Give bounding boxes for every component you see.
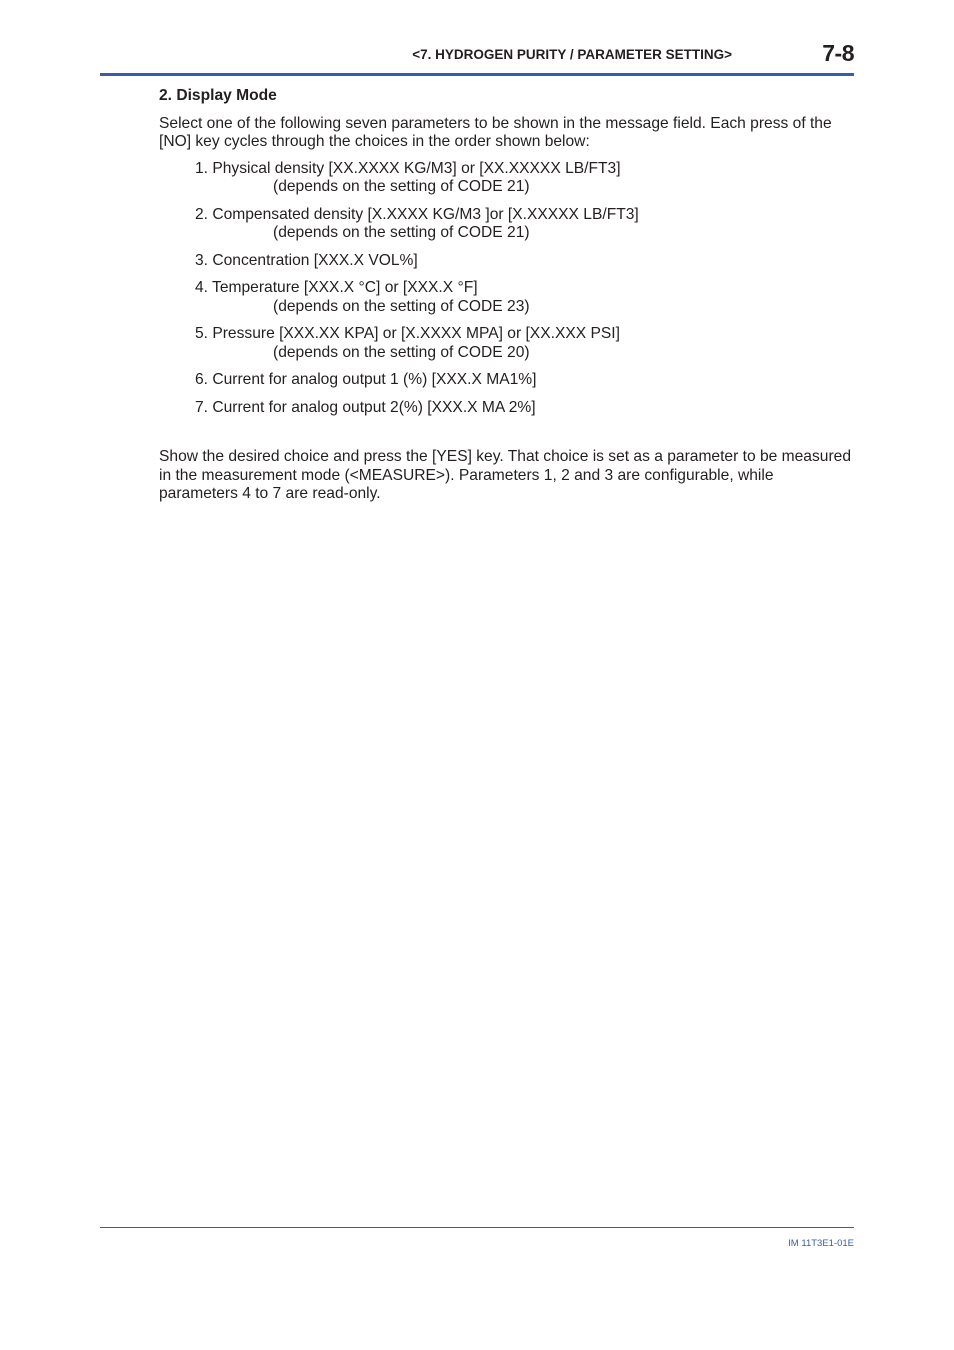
list-item [195,279,854,316]
intro-paragraph: Select one of the following seven parameters to be shown in the message field. Each press of the [NO] key cycles through the choices in the order shown below: [159,114,832,150]
list-item-note: (depends on the setting of CODE 23) [273,297,530,315]
list-item [195,399,854,418]
list-item [195,252,854,271]
list-item-note: (depends on the setting of CODE 21) [273,224,530,241]
list-item [195,325,854,362]
list-item-note: (depends on the setting of CODE 20) [273,343,530,361]
page-number: 7-8 [822,40,854,66]
list-item-text: 5. Pressure [XXX.XX KPA] or [X.XXXX MPA] or [XX.XXX PSI] [195,325,620,342]
chapter-title: <7. HYDROGEN PURITY / PARAMETER SETTING> [412,47,732,62]
list-item-text: 3. Concentration [XXX.X VOL%] [195,251,418,269]
list-item-text: 2. Compensated density [X.XXXX KG/M3 ]or [X.XXXXX LB/FT3] [195,205,639,223]
list-item-text: 7. Current for analog output 2(%) [XXX.X MA 2%] [195,398,536,416]
list-item [195,206,854,243]
header-divider [100,73,854,76]
list-item-text: 4. Temperature [XXX.X °C] or [XXX.X °F] [195,279,478,296]
main-content [159,87,854,504]
list-item-text: 1. Physical density [XX.XXXX KG/M3] or [XX.XXXXX LB/FT3] [195,159,621,177]
list-item [195,371,854,390]
list-item-text: 6. Current for analog output 1 (%) [XXX.X MA1%] [195,371,537,388]
closing-paragraph: Show the desired choice and press the [YES] key. That choice is set as a parameter to be measured in the measurement mode (<MEASURE>). Parameters 1, 2 and 3 are configurable, while parameters 4 to 7 are read-only. [159,448,851,502]
list-item-note: (depends on the setting of CODE 21) [273,178,530,195]
document-id: IM 11T3E1-01E [788,1238,854,1249]
section-title: 2. Display Mode [159,87,277,104]
footer-divider [100,1227,854,1228]
list-item [195,160,854,197]
parameter-list [159,160,854,418]
